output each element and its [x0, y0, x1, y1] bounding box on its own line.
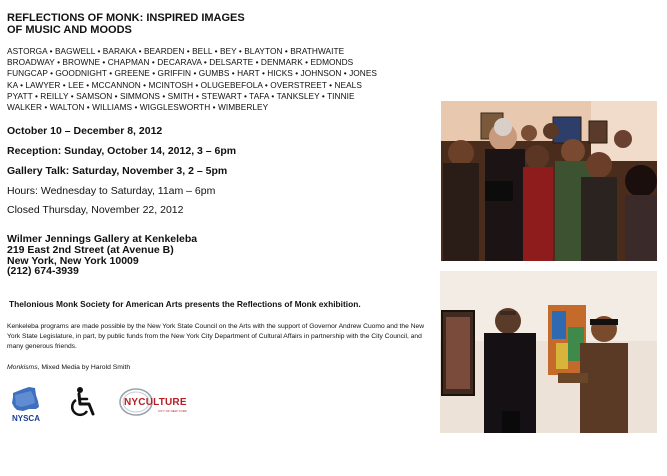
gallery-name: Wilmer Jennings Gallery at Kenkeleba [7, 233, 198, 245]
gallery-phone: (212) 674-3939 [7, 265, 79, 278]
artwork-credit: , Mixed Media by Harold Smith [37, 364, 131, 371]
artist-line: WALKER • WALTON • WILLIAMS • WIGGLESWORTH • WIMBERLEY [7, 102, 269, 113]
artist-list [7, 46, 427, 113]
nyc-culture-label: NYCULTURE [124, 397, 187, 408]
gallery-city: New York, New York 10009 [7, 254, 139, 267]
funding-statement: Kenkeleba programs are made possible by the New York State Council on the Arts with the support of Governor Andrew Cuomo and the New York State Legislature, in part, by public funds from the New York City Department of Cultural Affairs in partnership with the City Council, and many generous friends. [7, 323, 425, 351]
reception-crowd-photo [441, 101, 657, 261]
nyc-culture-sublabel: CITY OF NEW YORK [158, 409, 187, 413]
artwork-title: Monkisms [7, 364, 38, 371]
gallery-hours: Hours: Wednesday to Saturday, 11am – 6pm [7, 185, 216, 197]
artist-line: PYATT • REILLY • SAMSON • SIMMONS • SMITH • STEWART • TAFA • TANKSLEY • TINNIE [7, 90, 355, 101]
artist-line: ASTORGA • BAGWELL • BARAKA • BEARDEN • BELL • BEY • BLAYTON • BRATHWAITE [7, 46, 345, 56]
artist-line: BROADWAY • BROWNE • CHAPMAN • DECARAVA • DELSARTE • DENMARK • EDMONDS [7, 57, 354, 68]
nyc-culture-logo [118, 387, 190, 417]
wheelchair-accessible-icon [68, 386, 98, 418]
artist-line: FUNGCAP • GOODNIGHT • GREENE • GRIFFIN • GUMBS • HART • HICKS • JOHNSON • JONES [7, 68, 378, 79]
society-presents: Thelonious Monk Society for American Arts presents the Reflections of Monk exhibition. [9, 299, 361, 309]
artist-line: KA • LAWYER • LEE • MCCANNON • MCINTOSH • OLUGEBEFOLA • OVERSTREET • NEALS [7, 79, 362, 90]
nysca-logo [9, 385, 43, 427]
title-line-1: REFLECTIONS OF MONK: INSPIRED IMAGES [7, 12, 245, 24]
nysca-label: NYSCA [11, 414, 40, 423]
ny-state-shape-icon [9, 385, 43, 415]
exhibition-dates: October 10 – December 8, 2012 [7, 125, 163, 137]
image-credit [7, 364, 130, 371]
exhibition-title [7, 13, 407, 36]
gallery-street: 219 East 2nd Street (at Avenue B) [7, 243, 174, 256]
reception-info: Reception: Sunday, October 14, 2012, 3 – 6pm [7, 145, 237, 157]
gallery-talk-info: Gallery Talk: Saturday, November 3, 2 – 5pm [7, 165, 228, 177]
title-line-2: OF MUSIC AND MOODS [7, 23, 132, 36]
gallery-conversation-photo [440, 271, 657, 433]
gallery-address-block [7, 234, 197, 277]
closed-notice: Closed Thursday, November 22, 2012 [7, 204, 184, 216]
